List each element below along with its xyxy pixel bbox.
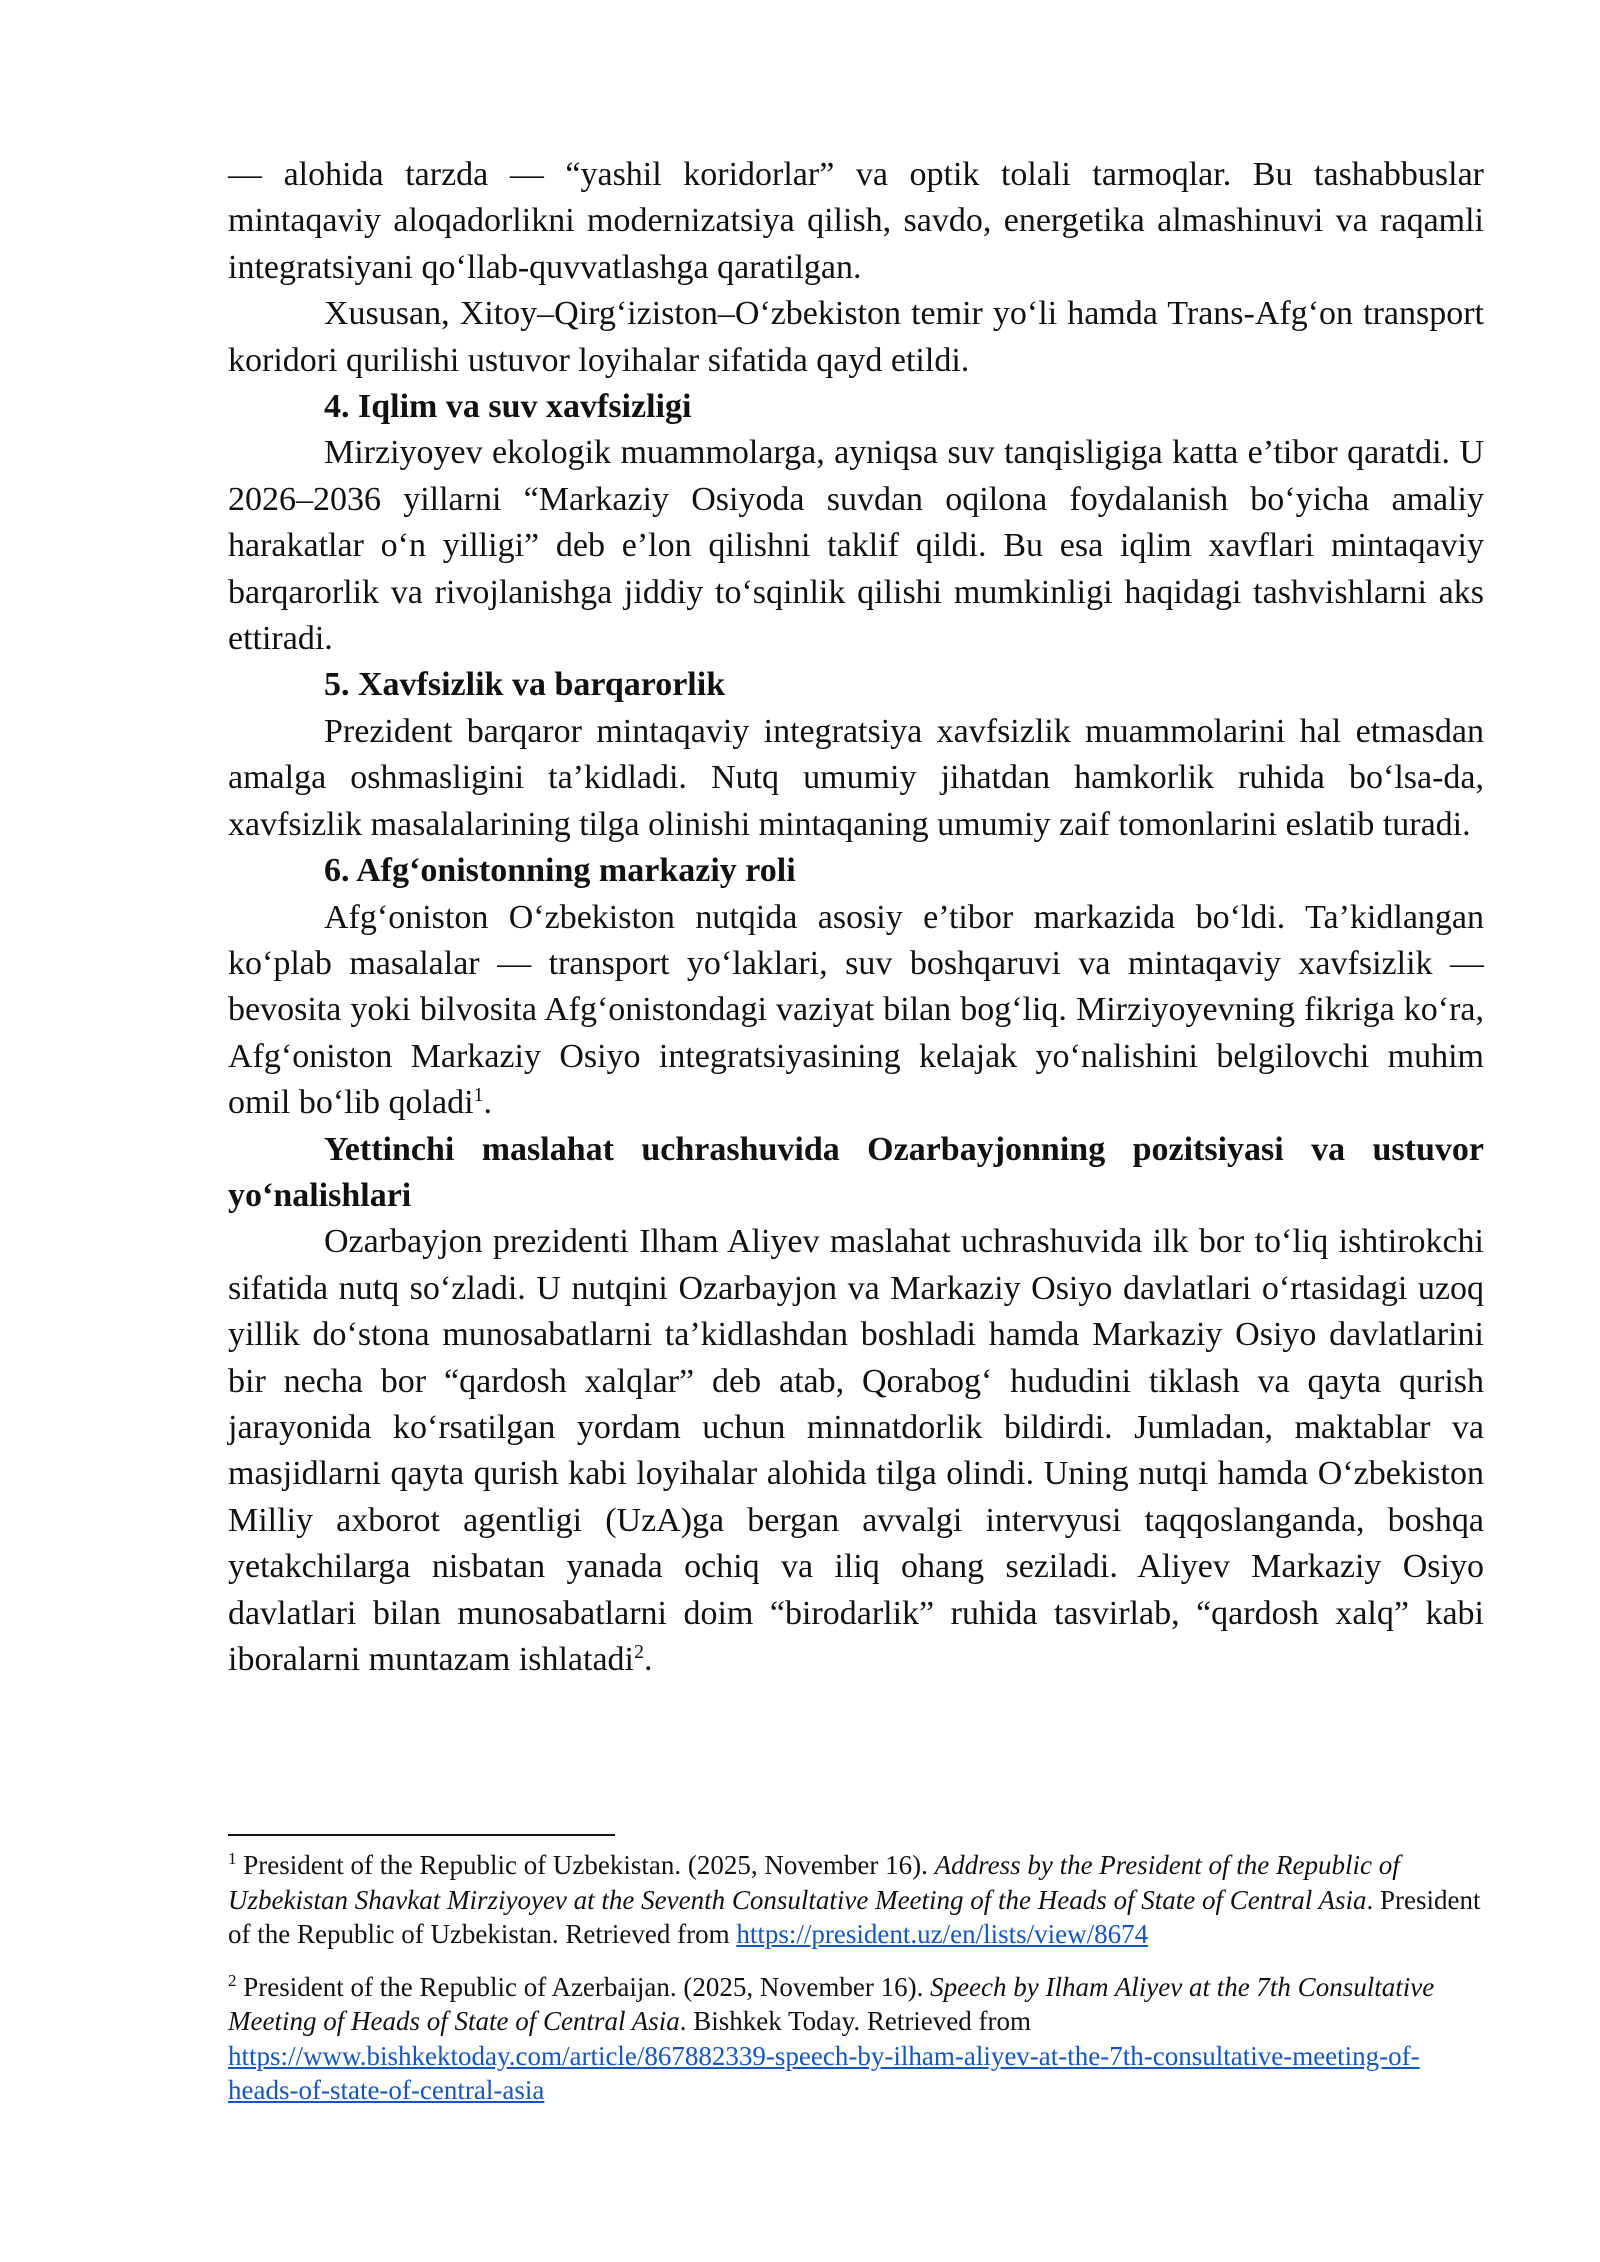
footnote-text: . Bishkek Today. Retrieved from [679, 2006, 1032, 2036]
body-text [228, 152, 1484, 1683]
footnotes [228, 1848, 1484, 2108]
footnote-ref-2[interactable]: 2 [633, 1641, 644, 1663]
section-heading-5: 5. Xavfsizlik va barqarorlik [324, 666, 726, 704]
paragraph: Prezident barqaror mintaqaviy integratsiya xavfsizlik muammolarini hal etmasdan amalga oshmasligini ta’kidladi. Nutq umumiy jihatdan hamkorlik ruhida boʻlsa-da, xavfsizlik masalalarining tilga olinishi mintaqaning umumiy zaif tomonlarini eslatib turadi. [228, 712, 1484, 843]
footnote-text: . President of the Republic of Uzbekistan. Retrieved from [228, 1884, 1481, 1949]
footnote-text: President of the Republic of Uzbekistan. (2025, November 16). [236, 1850, 935, 1880]
footnote-title: Address by the President of the Republic of Uzbekistan Shavkat Mirziyoyev at the Seventh Consultative Meeting of the Heads of State of Central Asia [228, 1850, 1400, 1915]
footnote-link[interactable]: https://www.bishkektoday.com/article/867882339-speech-by-ilham-aliyev-at-the-7th-consultative-meeting-of-heads-of-state-of-central-asia [228, 2040, 1420, 2105]
section-heading: Yettinchi maslahat uchrashuvida Ozarbayjonning pozitsiyasi va ustuvor yoʻnalishlari [228, 1130, 1484, 1214]
section-heading-6: 6. Afgʻonistonning markaziy roli [324, 852, 796, 890]
paragraph-end: . [643, 1641, 653, 1678]
footnote-number: 1 [228, 1849, 237, 1868]
footnote-number: 2 [228, 1970, 237, 1990]
paragraph [228, 895, 1484, 1127]
section-heading-4: 4. Iqlim va suv xavfsizligi [324, 388, 692, 426]
paragraph: — alohida tarzda — “yashil koridorlar” va optik tolali tarmoqlar. Bu tashabbuslar mintaqaviy aloqadorlikni modernizatsiya qilish, savdo, energetika almashinuvi va raqamli integratsiyani qoʻllab-quvvatlashga qaratilgan. [228, 156, 1484, 286]
paragraph-text: Afgʻoniston Oʻzbekiston nutqida asosiy e’tibor markazida boʻldi. Ta’kidlangan koʻplab masalalar — transport yoʻlaklari, suv boshqaruvi va mintaqaviy xavfsizlik — bevosita yoki bilvosita Afgʻonistondagi vaziyat bilan bogʻliq. Mirziyoyevning fikriga koʻra, Afgʻoniston Markaziy Osiyo integratsiyasining kelajak yoʻnalishini belgilovchi muhim omil boʻlib qoladi [228, 898, 1484, 1122]
paragraph: Mirziyoyev ekologik muammolarga, ayniqsa suv tanqisligiga katta e’tibor qaratdi. U 2026–2036 yillarni “Markaziy Osiyoda suvdan oqilona foydalanish boʻyicha amaliy harakatlar oʻn yilligi” deb e’lon qilishni taklif qildi. Bu esa iqlim xavflari mintaqaviy barqarorlik va rivojlanishga jiddiy toʻsqinlik qilishi mumkinligi haqidagi tashvishlarni aks ettiradi. [228, 434, 1484, 658]
footnote-text: President of the Republic of Azerbaijan. (2025, November 16). [236, 1971, 931, 2002]
paragraph: Xususan, Xitoy–Qirgʻiziston–Oʻzbekiston temir yoʻli hamda Trans-Afgʻon transport koridori qurilishi ustuvor loyihalar sifatida qayd etildi. [228, 295, 1484, 379]
paragraph-text: Ozarbayjon prezidenti Ilham Aliyev maslahat uchrashuvida ilk bor toʻliq ishtirokchi sifatida nutq soʻzladi. U nutqini Ozarbayjon va Markaziy Osiyo davlatlari oʻrtasidagi uzoq yillik doʻstona munosabatlarni ta’kidlashdan boshladi hamda Markaziy Osiyo davlatlarini bir necha bor “qardosh xalqlar” deb atab, Qorabogʻ hududini tiklash va qayta qurish jarayonida koʻrsatilgan yordam uchun minnatdorlik bildirdi. Jumladan, maktablar va masjidlarni qayta qurish kabi loyihalar alohida tilga olindi. Uning nutqi hamda Oʻzbekiston Milliy axborot agentligi (UzA)ga bergan avvalgi intervyusi taqqoslanganda, boshqa yetakchilarga nisbatan yanada ochiq va iliq ohang seziladi. Aliyev Markaziy Osiyo davlatlari bilan munosabatlarni doim “birodarlik” ruhida tasvirlab, “qardosh xalq” kabi iboralarni muntazam ishlatadi [228, 1223, 1484, 1678]
paragraph [228, 1219, 1484, 1683]
footnote-1 [228, 1848, 1484, 1952]
paragraph-end: . [483, 1084, 493, 1122]
footnote-title: Speech by Ilham Aliyev at the 7th Consultative Meeting of Heads of State of Central Asia [228, 1971, 1435, 2036]
footnote-separator [228, 1834, 615, 1836]
footnote-2 [228, 1970, 1484, 2108]
footnote-link[interactable]: https://president.uz/en/lists/view/8674 [736, 1919, 1149, 1949]
footnote-ref-1[interactable]: 1 [473, 1084, 484, 1107]
